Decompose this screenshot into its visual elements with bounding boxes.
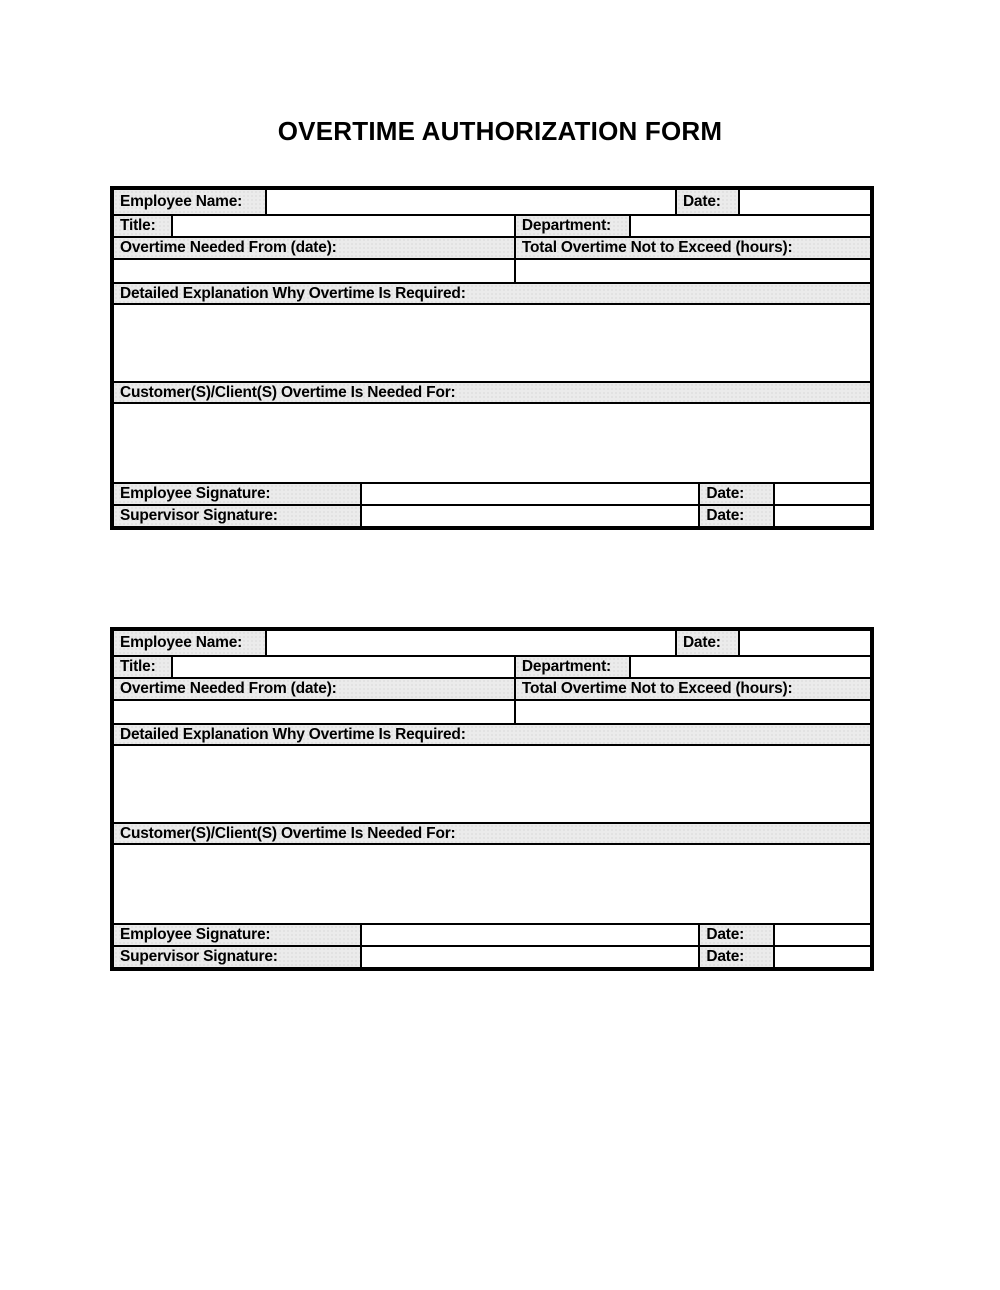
row-employee-signature [114, 923, 870, 945]
employee-signature-input[interactable] [360, 925, 699, 945]
title-label: Title: [114, 657, 171, 677]
row-customers-clients-input [114, 843, 870, 923]
department-label: Department: [514, 216, 629, 236]
row-detailed-explanation-header [114, 723, 870, 744]
department-input[interactable] [629, 216, 870, 236]
date-label: Date: [675, 631, 739, 655]
row-customers-clients-header [114, 381, 870, 402]
title-input[interactable] [171, 216, 514, 236]
employee-signature-date-input[interactable] [773, 925, 870, 945]
customers-clients-label: Customer(S)/Client(S) Overtime Is Needed For: [114, 824, 870, 843]
employee-signature-label: Employee Signature: [114, 925, 360, 945]
row-employee-signature [114, 482, 870, 504]
employee-signature-date-input[interactable] [773, 484, 870, 504]
row-detailed-explanation-input [114, 744, 870, 822]
row-title-department [114, 214, 870, 236]
title-input[interactable] [171, 657, 514, 677]
row-overtime-inputs [114, 699, 870, 723]
page-title: OVERTIME AUTHORIZATION FORM [277, 116, 723, 146]
customers-clients-label: Customer(S)/Client(S) Overtime Is Needed For: [114, 383, 870, 402]
employee-name-input[interactable] [265, 631, 675, 655]
supervisor-signature-input[interactable] [360, 947, 699, 967]
supervisor-signature-label: Supervisor Signature: [114, 506, 360, 526]
employee-name-label: Employee Name: [114, 631, 265, 655]
overtime-form-1 [110, 186, 874, 530]
total-overtime-label: Total Overtime Not to Exceed (hours): [514, 679, 870, 699]
row-detailed-explanation-input [114, 303, 870, 381]
department-input[interactable] [629, 657, 870, 677]
supervisor-signature-date-input[interactable] [773, 506, 870, 526]
employee-signature-date-label: Date: [698, 925, 773, 945]
supervisor-signature-date-input[interactable] [773, 947, 870, 967]
supervisor-signature-label: Supervisor Signature: [114, 947, 360, 967]
employee-signature-input[interactable] [360, 484, 699, 504]
overtime-needed-from-label: Overtime Needed From (date): [114, 238, 514, 258]
employee-signature-date-label: Date: [698, 484, 773, 504]
department-label: Department: [514, 657, 629, 677]
row-customers-clients-input [114, 402, 870, 482]
detailed-explanation-label: Detailed Explanation Why Overtime Is Required: [114, 725, 870, 744]
overtime-form-2 [110, 627, 874, 971]
date-input[interactable] [738, 190, 870, 214]
row-title-department [114, 655, 870, 677]
overtime-needed-from-input[interactable] [114, 701, 514, 723]
date-label: Date: [675, 190, 739, 214]
title-label: Title: [114, 216, 171, 236]
total-overtime-label: Total Overtime Not to Exceed (hours): [514, 238, 870, 258]
supervisor-signature-input[interactable] [360, 506, 699, 526]
row-overtime-headers [114, 677, 870, 699]
employee-signature-label: Employee Signature: [114, 484, 360, 504]
overtime-needed-from-input[interactable] [114, 260, 514, 282]
overtime-needed-from-label: Overtime Needed From (date): [114, 679, 514, 699]
row-overtime-inputs [114, 258, 870, 282]
row-employee-name [114, 631, 870, 655]
date-input[interactable] [738, 631, 870, 655]
total-overtime-input[interactable] [514, 260, 870, 282]
supervisor-signature-date-label: Date: [698, 506, 773, 526]
employee-name-label: Employee Name: [114, 190, 265, 214]
supervisor-signature-date-label: Date: [698, 947, 773, 967]
row-supervisor-signature [114, 945, 870, 967]
row-customers-clients-header [114, 822, 870, 843]
row-overtime-headers [114, 236, 870, 258]
row-employee-name [114, 190, 870, 214]
total-overtime-input[interactable] [514, 701, 870, 723]
row-supervisor-signature [114, 504, 870, 526]
detailed-explanation-label: Detailed Explanation Why Overtime Is Required: [114, 284, 870, 303]
employee-name-input[interactable] [265, 190, 675, 214]
row-detailed-explanation-header [114, 282, 870, 303]
